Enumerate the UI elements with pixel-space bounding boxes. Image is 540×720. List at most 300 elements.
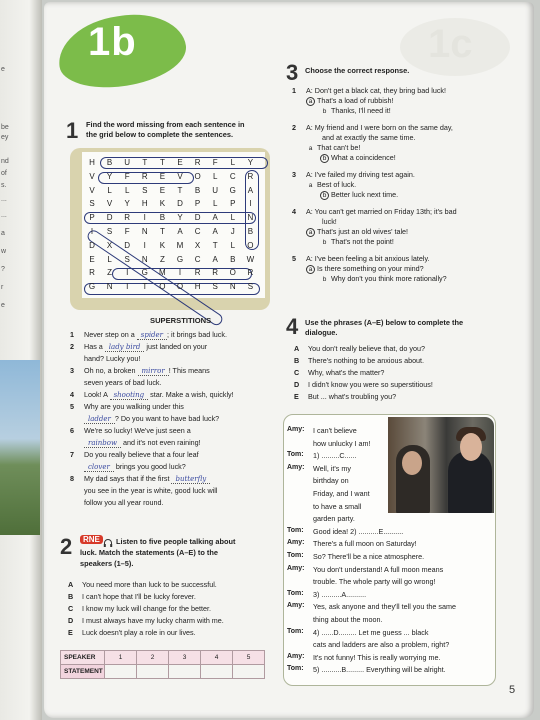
option-text: What a coincidence! — [331, 153, 396, 162]
dialogue-text: garden party. — [313, 514, 355, 524]
statement-item — [68, 580, 217, 589]
grid-letter: P — [230, 199, 236, 209]
grid-letter: T — [212, 240, 218, 250]
grid-letter: B — [230, 254, 236, 264]
dialogue-text: It's not funny! This is really worrying me. — [313, 652, 441, 662]
dialogue-text: trouble. The whole party will go wrong! — [313, 577, 436, 587]
grid-letter: A — [212, 254, 218, 264]
grid-letter: C — [194, 227, 201, 236]
grid-letter: W — [246, 254, 255, 264]
sentence-line — [70, 426, 191, 435]
grid-letter: S — [124, 254, 130, 264]
sentence-text: hand? Lucky you! — [84, 354, 141, 363]
handwritten-answer: ladder — [88, 415, 111, 423]
previous-page-text-fragment: w — [1, 248, 7, 255]
phrase-text: But ... what's troubling you? — [308, 392, 397, 401]
unit-title: 1b — [88, 20, 137, 64]
grid-letter: V — [89, 185, 95, 195]
prompt-line — [292, 123, 453, 132]
grid-letter: X — [106, 240, 113, 250]
grid-letter: C — [194, 254, 201, 264]
exercise-4-number: 4 — [286, 314, 299, 339]
sentence-line — [70, 462, 186, 472]
grid-letter: F — [124, 227, 130, 236]
sentence-number: 4 — [70, 390, 74, 399]
dialogue-speaker: Tom: — [287, 451, 304, 459]
speaker-1: 1 — [105, 651, 137, 665]
grid-letter: S — [89, 199, 95, 209]
sentence-text: Why are you walking under this — [84, 402, 184, 411]
sentence-line — [70, 450, 199, 459]
grid-letter: L — [230, 213, 236, 223]
prompt-line — [322, 133, 415, 142]
option-letter: b — [322, 239, 327, 246]
grid-letter: E — [177, 158, 183, 167]
grid-letter: H — [194, 282, 201, 292]
dialogue-speaker: Amy: — [287, 564, 305, 572]
option-letter: a — [308, 182, 313, 189]
prompt-text: A: My friend and I were born on the same day, — [306, 123, 453, 132]
dialogue-speaker: Amy: — [287, 602, 305, 610]
option-letter: b — [322, 276, 327, 283]
previous-page-text-fragment: ... — [1, 212, 7, 219]
dialogue-text: You don't understand! A full moon means — [313, 564, 444, 574]
grid-letter: R — [247, 171, 254, 181]
grid-letter: M — [176, 240, 184, 250]
exercise-4-instruction-line-1: Use the phrases (A–E) below to complete the — [305, 318, 464, 327]
dialogue-text: 1) .........C...... — [313, 451, 357, 461]
dialogue-text: how unlucky I am! — [313, 438, 371, 448]
item-number: 1 — [292, 86, 296, 95]
response-option[interactable] — [306, 227, 408, 237]
dialogue-speaker: Tom: — [287, 526, 304, 534]
sentence-number: 3 — [70, 366, 74, 375]
grid-letter: D — [89, 240, 95, 250]
option-text: Better luck next time. — [331, 190, 399, 199]
statement-text: Luck doesn't play a role in our lives. — [82, 628, 196, 637]
grid-letter: N — [247, 213, 254, 223]
sentence-text-end: just landed on your — [144, 342, 208, 351]
handwritten-answer: clover — [88, 463, 110, 471]
sentence-line — [70, 402, 184, 411]
grid-letter: S — [247, 282, 254, 292]
sentence-text: you see in the year is white, good luck will — [84, 486, 218, 495]
grid-letter: Y — [177, 213, 183, 223]
speaker-header: SPEAKER — [61, 651, 105, 665]
grid-letter: G — [141, 268, 148, 278]
grid-letter: B — [247, 227, 254, 236]
statement-item — [68, 616, 224, 625]
amy-and-tom-photo — [388, 417, 494, 513]
prompt-text: A: I've failed my driving test again. — [306, 170, 415, 179]
response-option[interactable] — [320, 274, 447, 285]
grid-letter: R — [247, 268, 254, 278]
grid-letter: L — [107, 254, 112, 264]
option-text: Best of luck. — [317, 180, 357, 189]
dialogue-text: birthday on — [313, 476, 349, 486]
sentence-blank[interactable] — [84, 462, 114, 472]
grid-letter: R — [89, 268, 95, 278]
speaker-4: 4 — [201, 651, 233, 665]
sentence-text: seven years of bad luck. — [84, 378, 162, 387]
prompt-text: A: Don't get a black cat, they bring bad luck! — [306, 86, 447, 95]
selected-option-circle: a — [306, 97, 315, 106]
sentence-blank[interactable] — [138, 366, 169, 376]
grid-letter: G — [176, 254, 184, 264]
grid-letter: S — [106, 227, 113, 236]
grid-letter: U — [124, 158, 131, 167]
dialogue-speaker: Amy: — [287, 539, 305, 547]
grid-letter: K — [159, 240, 166, 250]
selected-option-circle: b — [320, 191, 329, 200]
phrase-item — [294, 380, 433, 389]
dialogue-speaker: Amy: — [287, 652, 305, 660]
statement-answer-5[interactable] — [233, 665, 265, 679]
option-letter: b — [322, 108, 327, 115]
grid-letter: H — [141, 199, 148, 209]
option-text: That's not the point! — [331, 237, 394, 246]
grid-letter: O — [247, 240, 254, 250]
sentence-text-end: brings you good luck? — [113, 462, 186, 471]
grid-letter: Z — [107, 268, 113, 278]
option-text: That's just an old wives' tale! — [317, 227, 409, 236]
sentence-line — [70, 414, 219, 424]
grid-letter: N — [141, 227, 148, 236]
grid-letter: L — [230, 240, 236, 250]
grid-letter: F — [212, 158, 218, 167]
headphones-icon — [103, 535, 113, 545]
phrase-letter: B — [294, 356, 300, 365]
grid-letter: U — [212, 185, 219, 195]
exercise-1-number: 1 — [66, 118, 79, 143]
grid-letter: S — [212, 282, 218, 292]
handwritten-answer: shooting — [113, 391, 145, 399]
phrase-letter: C — [294, 368, 300, 377]
grid-letter: L — [124, 185, 130, 195]
grid-letter: V — [106, 199, 113, 209]
handwritten-answer: spider — [140, 331, 164, 339]
dialogue-text: There's a full moon on Saturday! — [313, 539, 417, 549]
grid-letter: N — [141, 254, 148, 264]
dialogue-text: Friday, and I want — [313, 489, 370, 498]
grid-letter: T — [159, 158, 165, 167]
statement-letter: C — [68, 604, 74, 613]
selected-option-circle: b — [320, 154, 329, 163]
sentence-number: 8 — [70, 474, 74, 483]
grid-letter: O — [159, 282, 166, 292]
dialogue-speaker: Tom: — [287, 665, 304, 673]
grid-letter: B — [194, 185, 201, 195]
exercise-2-instruction-line-3: speakers (1–5). — [80, 559, 134, 568]
dialogue-text: 3) ..........A.......... — [313, 589, 367, 599]
grid-letter: E — [89, 254, 95, 264]
grid-letter: Y — [124, 199, 130, 209]
sentence-line — [70, 342, 207, 352]
item-number: 2 — [292, 123, 296, 132]
dialogue-text: Well, it's my — [313, 463, 351, 473]
grid-letter: I — [143, 240, 146, 250]
grid-letter: Y — [106, 171, 113, 181]
previous-page-text-fragment: r — [1, 284, 4, 291]
grid-letter: I — [178, 268, 182, 278]
grid-letter: Y — [247, 158, 254, 167]
grid-letter: T — [142, 158, 148, 167]
phrase-item — [294, 344, 425, 353]
previous-page-text-fragment: be — [1, 124, 9, 131]
sentence-number: 1 — [70, 330, 74, 339]
phrase-letter: A — [294, 344, 300, 353]
sentence-blank[interactable] — [110, 390, 149, 400]
sentence-text: follow you all year round. — [84, 498, 164, 507]
sentence-text: Never step on a — [84, 330, 137, 339]
previous-page-text-fragment: e — [1, 302, 5, 309]
grid-letter: A — [177, 227, 183, 236]
speaker-5: 5 — [233, 651, 265, 665]
handwritten-answer: lady bird — [108, 343, 141, 351]
prompt-line — [292, 86, 446, 95]
phrase-text: There's nothing to be anxious about. — [308, 356, 425, 365]
prompt-line — [292, 254, 430, 263]
grid-letter: K — [159, 199, 166, 209]
grid-letter: L — [212, 171, 218, 181]
dialogue-text: 4) ......D......... Let me guess ... black — [313, 627, 429, 637]
prompt-line — [292, 170, 415, 179]
sentence-number: 2 — [70, 342, 74, 351]
sentence-number: 6 — [70, 426, 74, 435]
grid-letter: J — [230, 227, 235, 236]
grid-letter: A — [247, 185, 254, 195]
grid-letter: I — [249, 199, 252, 209]
grid-letter: O — [229, 268, 236, 278]
previous-page-text-fragment: ey — [1, 134, 9, 141]
statement-answer-2[interactable] — [137, 665, 169, 679]
dialogue-text: thing about the moon. — [313, 615, 383, 624]
handwritten-answer: butterfly — [175, 475, 207, 483]
sentence-text-end: ? Do you want to have bad luck? — [114, 414, 220, 423]
superstitions-title: SUPERSTITIONS — [150, 316, 212, 325]
previous-page-text-fragment: of — [1, 170, 7, 177]
grid-letter: M — [159, 268, 166, 278]
statement-text: I can't hope that I'll be lucky forever. — [82, 592, 196, 601]
response-option[interactable] — [320, 106, 391, 117]
statement-text: I know my luck will change for the better. — [82, 604, 212, 613]
sentence-text: My dad says that if the first — [84, 474, 172, 483]
dialogue-speaker: Amy: — [287, 463, 305, 471]
dialogue-speaker: Tom: — [287, 589, 304, 597]
grid-letter: P — [89, 213, 95, 223]
grid-letter: D — [106, 213, 113, 223]
item-number: 3 — [292, 170, 296, 179]
sentence-line — [70, 330, 227, 340]
previous-page-text-fragment: s. — [1, 182, 7, 189]
grid-letter: T — [142, 282, 148, 292]
grid-letter: T — [159, 227, 165, 236]
exercise-2-instruction-line-2: luck. Match the statements (A–E) to the — [80, 548, 218, 557]
grid-letter: R — [141, 171, 148, 181]
response-option[interactable] — [306, 96, 394, 106]
grid-letter: V — [177, 171, 183, 181]
sentence-number: 7 — [70, 450, 74, 459]
previous-page-text-fragment: e — [1, 66, 5, 73]
grid-letter: L — [107, 185, 112, 195]
previous-page-text-fragment: ... — [1, 196, 7, 203]
sentence-line — [70, 486, 217, 495]
sentence-text: Do you really believe that a four leaf — [84, 450, 199, 459]
option-letter: a — [308, 145, 313, 152]
sentence-line — [70, 498, 164, 507]
grid-letter: N — [106, 282, 113, 292]
grid-letter: T — [177, 185, 183, 195]
sentence-text-end: and it's not even raining! — [120, 438, 201, 447]
phrase-item — [294, 368, 384, 377]
phrase-letter: D — [294, 380, 300, 389]
response-option[interactable] — [320, 237, 394, 248]
previous-page-text-fragment: a — [1, 230, 5, 237]
grid-letter: R — [194, 268, 201, 278]
grid-letter: O — [194, 171, 201, 181]
grid-letter: R — [124, 213, 131, 223]
phrase-text: I didn't know you were so superstitious! — [308, 380, 433, 389]
grid-letter: I — [90, 227, 94, 236]
grid-letter: D — [124, 240, 131, 250]
sentence-text: Oh no, a broken — [84, 366, 138, 375]
rne-badge: RNE — [80, 535, 103, 544]
response-option[interactable] — [306, 264, 424, 274]
grid-letter: H — [89, 158, 95, 167]
grid-letter: D — [177, 199, 183, 209]
grid-letter: L — [230, 158, 236, 167]
speaker-statement-table — [60, 650, 265, 679]
sentence-text-end: ; it brings bad luck. — [167, 330, 227, 339]
grid-letter: Z — [159, 254, 165, 264]
option-text: Why don't you think more rationally? — [331, 274, 447, 283]
statement-answer-1[interactable] — [105, 665, 137, 679]
sentence-number: 5 — [70, 402, 74, 411]
next-unit-title: 1c — [428, 22, 473, 66]
statement-letter: A — [68, 580, 74, 589]
grid-letter: O — [176, 282, 184, 292]
dialogue-speaker: Amy: — [287, 426, 305, 433]
dialogue-text: Yes, ask anyone and they'll tell you the same — [313, 602, 456, 612]
dialogue-speaker: Tom: — [287, 627, 304, 635]
sentence-blank[interactable] — [105, 342, 145, 352]
statement-letter: D — [68, 616, 74, 625]
grid-letter: C — [229, 171, 236, 181]
grid-letter: A — [212, 213, 218, 223]
selected-option-circle: a — [306, 265, 315, 274]
dialogue-text: Good idea! 2) ..........E.......... — [313, 526, 404, 536]
grid-letter: X — [194, 240, 201, 250]
sentence-line — [70, 474, 210, 484]
prompt-line — [292, 207, 457, 216]
sentence-blank[interactable] — [84, 414, 115, 424]
option-text: Thanks, I'll need it! — [331, 106, 391, 115]
statement-letter: E — [68, 628, 73, 637]
grid-letter: E — [159, 171, 166, 181]
response-option[interactable] — [320, 190, 398, 200]
statement-answer-3[interactable] — [169, 665, 201, 679]
item-number: 4 — [292, 207, 296, 216]
exercise-4-instruction-line-2: dialogue. — [305, 328, 338, 337]
sentence-text: Look! A — [84, 390, 110, 399]
grid-letter: S — [142, 185, 148, 195]
statement-letter: B — [68, 592, 74, 601]
prompt-text: A: I've been feeling a bit anxious lately. — [306, 254, 430, 263]
sentence-text: Has a — [84, 342, 105, 351]
sentence-line — [70, 390, 234, 400]
grid-letter: I — [143, 213, 146, 223]
item-number: 5 — [292, 254, 296, 263]
sentence-blank[interactable] — [84, 438, 121, 448]
phrase-item — [294, 356, 424, 365]
speaker-2: 2 — [137, 651, 169, 665]
grid-letter: F — [124, 171, 130, 181]
grid-letter: R — [194, 158, 201, 167]
exercise-1-instruction-line-2: the grid below to complete the sentences. — [86, 130, 234, 139]
previous-page-text-fragment: ? — [1, 266, 5, 273]
grid-letter: V — [89, 171, 95, 181]
handwritten-answer: rainbow — [88, 439, 117, 447]
statement-item — [68, 592, 196, 601]
handwritten-answer: mirror — [141, 367, 165, 375]
statement-header: STATEMENT — [61, 665, 105, 679]
statement-item — [68, 628, 196, 637]
phrase-letter: E — [294, 392, 299, 401]
dialogue-text: So? There'll be a nice atmosphere. — [313, 552, 425, 561]
statement-text: I must always have my lucky charm with me. — [82, 616, 224, 625]
dialogue-text: I can't believe — [313, 426, 357, 435]
sentence-line — [70, 366, 210, 376]
grid-letter: P — [194, 199, 201, 209]
exercise-1-instruction-line-1: Find the word missing from each sentence in — [86, 120, 245, 129]
phrase-text: Why, what's the matter? — [308, 368, 385, 377]
grid-letter: E — [159, 185, 166, 195]
previous-page-photo — [0, 360, 40, 535]
exercise-2-number: 2 — [60, 534, 73, 559]
dialogue-speaker: Tom: — [287, 552, 304, 559]
exercise-3-instruction: Choose the correct response. — [305, 66, 410, 75]
prompt-text: and at exactly the same time. — [322, 133, 416, 142]
grid-letter: I — [126, 282, 129, 292]
prompt-text: luck! — [322, 217, 337, 226]
prompt-line — [322, 217, 337, 226]
sentence-blank[interactable] — [137, 330, 167, 340]
page-number: 5 — [509, 684, 516, 696]
grid-letter: D — [194, 213, 201, 223]
grid-letter: N — [229, 282, 236, 292]
statement-answer-4[interactable] — [201, 665, 233, 679]
phrase-text: You don't really believe that, do you? — [308, 344, 425, 353]
grid-letter: G — [229, 185, 236, 195]
grid-letter: B — [159, 213, 166, 223]
grid-letter: I — [126, 268, 129, 278]
statement-item — [68, 604, 211, 613]
sentence-blank[interactable] — [171, 474, 210, 484]
sentence-text-end: ! This means — [168, 366, 210, 375]
grid-letter: A — [212, 227, 218, 236]
previous-page-text-fragment: nd — [1, 158, 9, 165]
exercise-2-instruction-line-1: Listen to five people talking about — [116, 537, 236, 546]
selected-option-circle: a — [306, 228, 315, 237]
statement-text: You need more than luck to be successful. — [82, 580, 217, 589]
prompt-text: A: You can't get married on Friday 13th; it's bad — [306, 207, 457, 216]
grid-letter: R — [212, 268, 219, 278]
option-text: That's a load of rubbish! — [317, 96, 394, 105]
phrase-item — [294, 392, 396, 401]
grid-letter: L — [212, 199, 218, 209]
speaker-3: 3 — [169, 651, 201, 665]
response-option[interactable] — [320, 153, 396, 163]
